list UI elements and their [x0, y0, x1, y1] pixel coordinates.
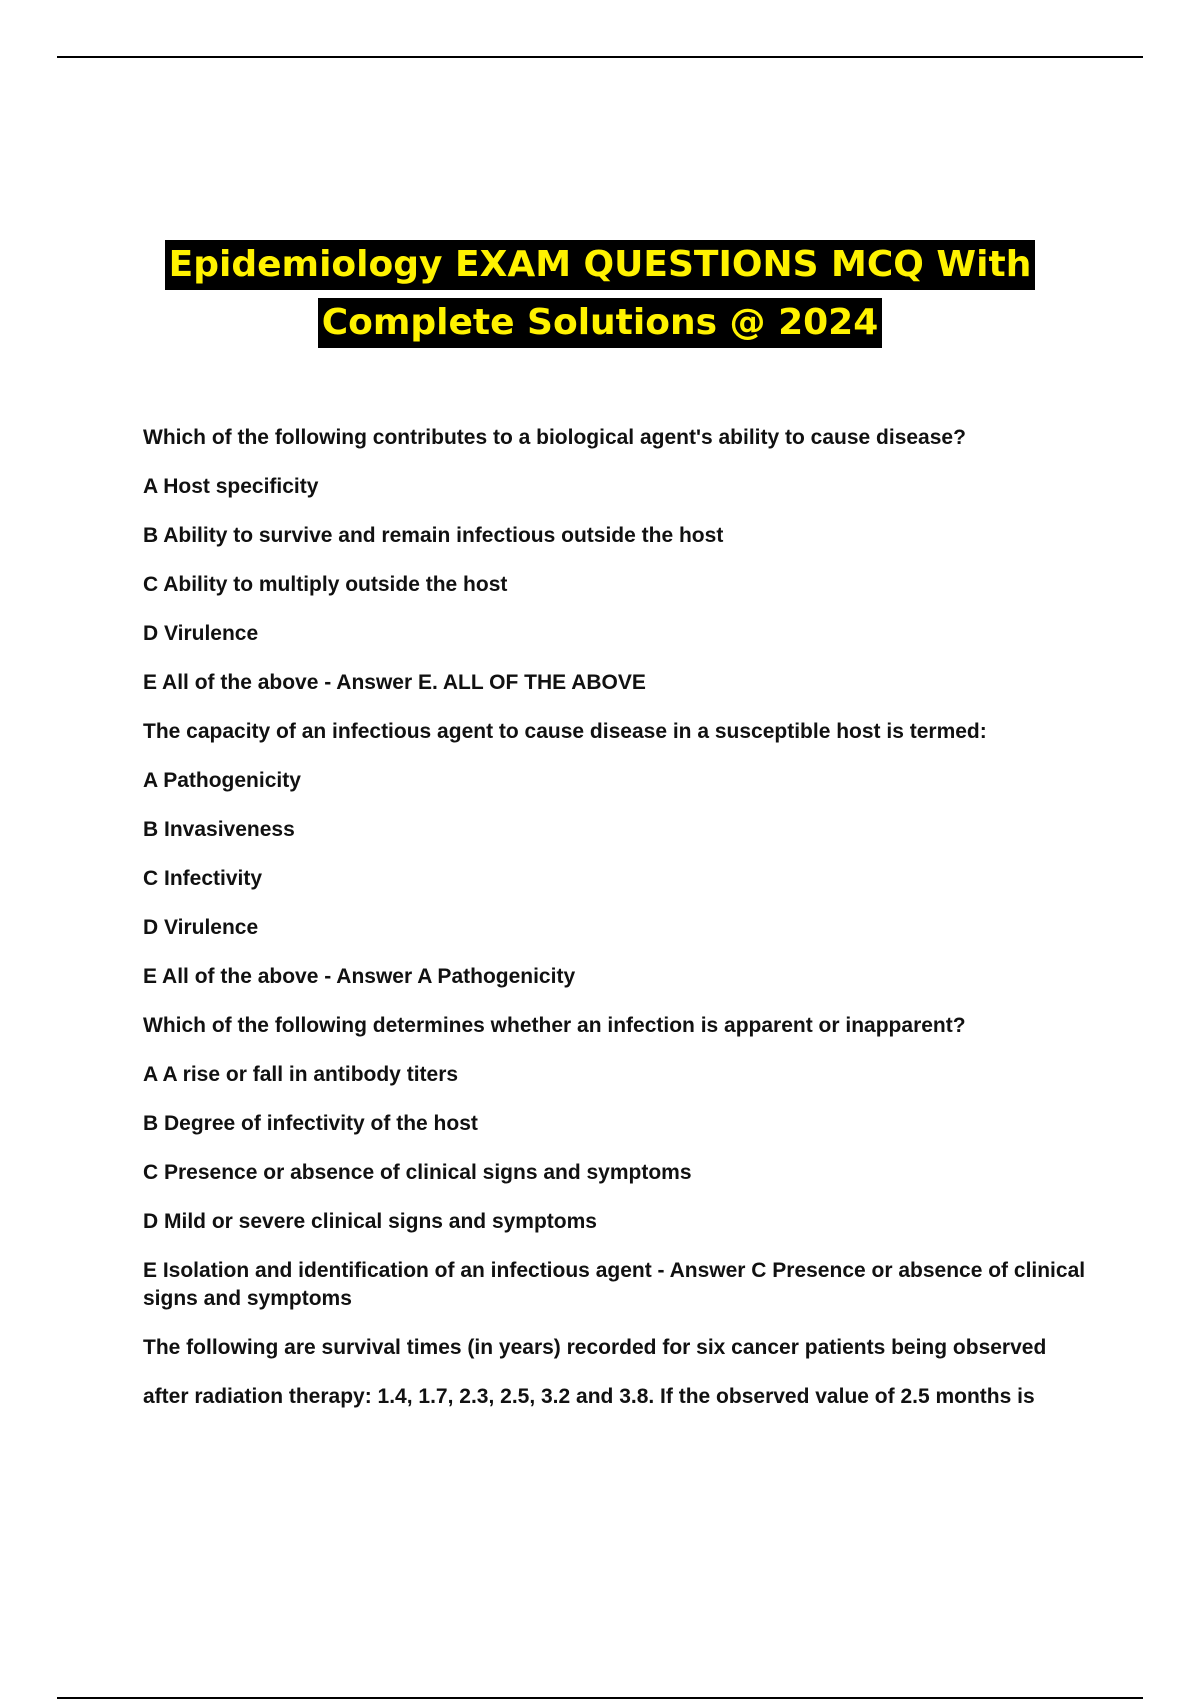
- title-line-2: Complete Solutions @ 2024: [318, 298, 883, 348]
- question-1-option-b: B Ability to survive and remain infectious outside the host: [143, 524, 724, 547]
- document-title: [0, 240, 1200, 356]
- question-2-option-b: B Invasiveness: [143, 818, 295, 841]
- question-3-option-d: D Mild or severe clinical signs and symptoms: [143, 1210, 597, 1233]
- question-2-option-c: C Infectivity: [143, 867, 263, 890]
- top-rule: [57, 56, 1143, 58]
- question-1-stem: Which of the following contributes to a biological agent's ability to cause disease?: [143, 426, 966, 449]
- question-2-stem: The capacity of an infectious agent to cause disease in a susceptible host is termed:: [143, 720, 987, 743]
- question-1-option-a: A Host specificity: [143, 475, 319, 498]
- question-2-option-a: A Pathogenicity: [143, 769, 301, 792]
- title-line-1: Epidemiology EXAM QUESTIONS MCQ With: [165, 240, 1036, 290]
- question-2-option-e-answer: E All of the above - Answer A Pathogenicity: [143, 965, 576, 988]
- question-2-option-d: D Virulence: [143, 916, 259, 939]
- question-1-option-c: C Ability to multiply outside the host: [143, 573, 508, 596]
- question-3-option-c: C Presence or absence of clinical signs and symptoms: [143, 1161, 692, 1184]
- question-4-stem-continued: after radiation therapy: 1.4, 1.7, 2.3, 2.5, 3.2 and 3.8. If the observed value of 2.5 months is: [143, 1385, 1035, 1408]
- question-4-stem: The following are survival times (in years) recorded for six cancer patients being observed: [143, 1336, 1047, 1359]
- question-3-stem: Which of the following determines whether an infection is apparent or inapparent?: [143, 1014, 966, 1037]
- question-1-option-d: D Virulence: [143, 622, 259, 645]
- bottom-rule: [57, 1697, 1143, 1699]
- question-1-option-e-answer: E All of the above - Answer E. ALL OF THE ABOVE: [143, 671, 646, 694]
- question-list: [143, 424, 1093, 1432]
- question-3-option-b: B Degree of infectivity of the host: [143, 1112, 478, 1135]
- question-3-option-a: A A rise or fall in antibody titers: [143, 1063, 459, 1086]
- question-3-option-e-answer: E Isolation and identification of an infectious agent - Answer C Presence or absence of clinical signs and symptoms: [143, 1259, 1086, 1310]
